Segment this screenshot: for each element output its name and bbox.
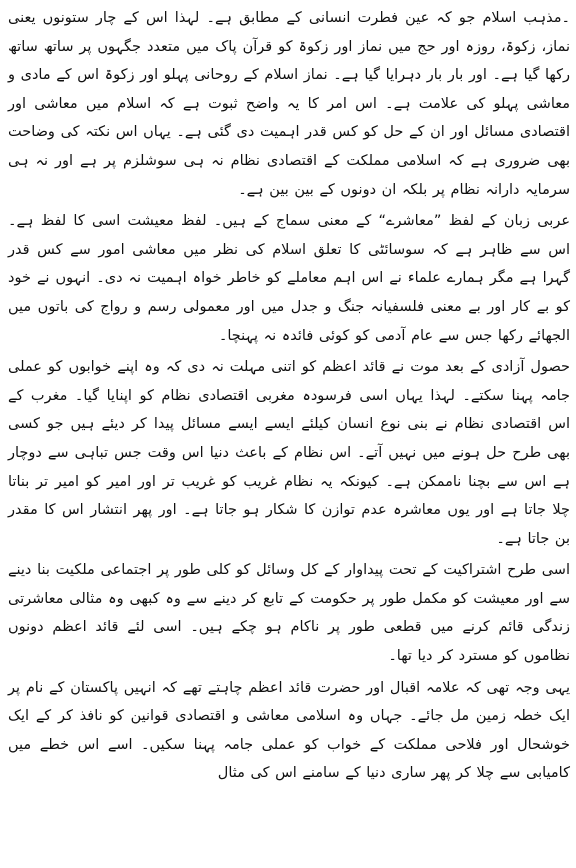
paragraph-iqbal-quaid: یہی وجہ تھی کہ علامہ اقبال اور حضرت قائد اعظم چاہتے تھے کہ انہیں پاکستان کے نام پر ایک خطہ زمین مل جائے۔ جہاں وہ اسلامی معاشی و اقتصادی قوانین کو نافذ کر کے ایک خوشحال اور فلاحی مملکت کے خواب کو عملی جامہ پہنا سکیں۔ اسے اس خطے میں کامیابی سے چلا کر پھر ساری دنیا کے سامنے اس کی مثال (8, 679, 570, 782)
paragraph-islam-economy: ۔مذہب اسلام جو کہ عین فطرت انسانی کے مطابق ہے۔ لہذا اس کے چار ستونوں یعنی نماز، زکوۃ، روزہ اور حج میں نماز اور زکوۃ کو قرآن پاک میں متعدد جگہوں پر ساتھ ساتھ رکھا گیا ہے۔ اور بار بار دہرایا گیا ہے۔ نماز اسلام کے روحانی پہلو اور زکوۃ اس کے مادی و معاشی پہلو کی علامت ہے۔ اس امر کا یہ واضح ثبوت ہے کہ اسلام میں معاشی اور اقتصادی مسائل اور ان کے حل کو کس قدر اہمیت دی گئی ہے۔ یہاں اس نکتہ کی وضاحت بھی ضروری ہے کہ اسلامی مملکت کے اقتصادی نظام نہ ہی سوشلزم پر ہے اور نہ ہی سرمایہ دارانہ نظام پر بلکہ ان دونوں کے بین بین ہے۔ (8, 10, 570, 198)
paragraph-after-independence: حصول آزادی کے بعد موت نے قائد اعظم کو اتنی مہلت نہ دی کہ وہ اپنے خوابوں کو عملی جامہ پہنا سکتے۔ لہذا یہاں اسی فرسودہ مغربی اقتصادی نظام کو اپنایا گیا۔ مغرب کے اس اقتصادی نظام نے بنی نوع انسان کیلئے ایسے ایسے مسائل پیدا کر دیئے ہیں جو کسی بھی طرح حل ہونے میں نہیں آتے۔ اس نظام کے باعث دنیا اس وقت جس تباہی سے دوچار ہے اس سے بچنا ناممکن ہے۔ کیونکہ یہ نظام غریب کو غریب تر اور امیر کو امیر تر بناتا چلا جاتا ہے اور یوں معاشرہ عدم توازن کا شکار ہو جاتا ہے۔ اور پھر انتشار اس کا مقدر بن جاتا ہے۔ (8, 359, 570, 547)
paragraph-arabic-meaning: عربی زبان کے لفظ ”معاشرے“ کے معنی سماج کے ہیں۔ لفظ معیشت اسی کا لفظ ہے۔ اس سے ظاہر ہے کہ سوسائٹی کا تعلق اسلام کی نظر میں معاشی امور سے کس قدر گہرا ہے مگر ہمارے علماء نے اس اہم معاملے کو خاطر خواہ اہمیت نہ دی۔ انہوں نے خود کو بے کار اور بے معنی فلسفیانہ جنگ و جدل میں اور معمولی رسم و رواج کی باتوں میں الجھائے رکھا جس سے عام آدمی کو کوئی فائدہ نہ پہنچا۔ (8, 213, 570, 344)
paragraph-socialism: اسی طرح اشتراکیت کے تحت پیداوار کے کل وسائل کو کلی طور پر اجتماعی ملکیت بنا دینے سے اور معیشت کو مکمل طور پر حکومت کے تابع کر دینے سے وہ کبھی وہ مثالی معاشرتی زندگی قائم کرنے میں قطعی طور پر ناکام ہو چکے ہیں۔ اسی لئے قائد اعظم دونوں نظاموں کو مسترد کر دیا تھا۔ (8, 562, 570, 665)
